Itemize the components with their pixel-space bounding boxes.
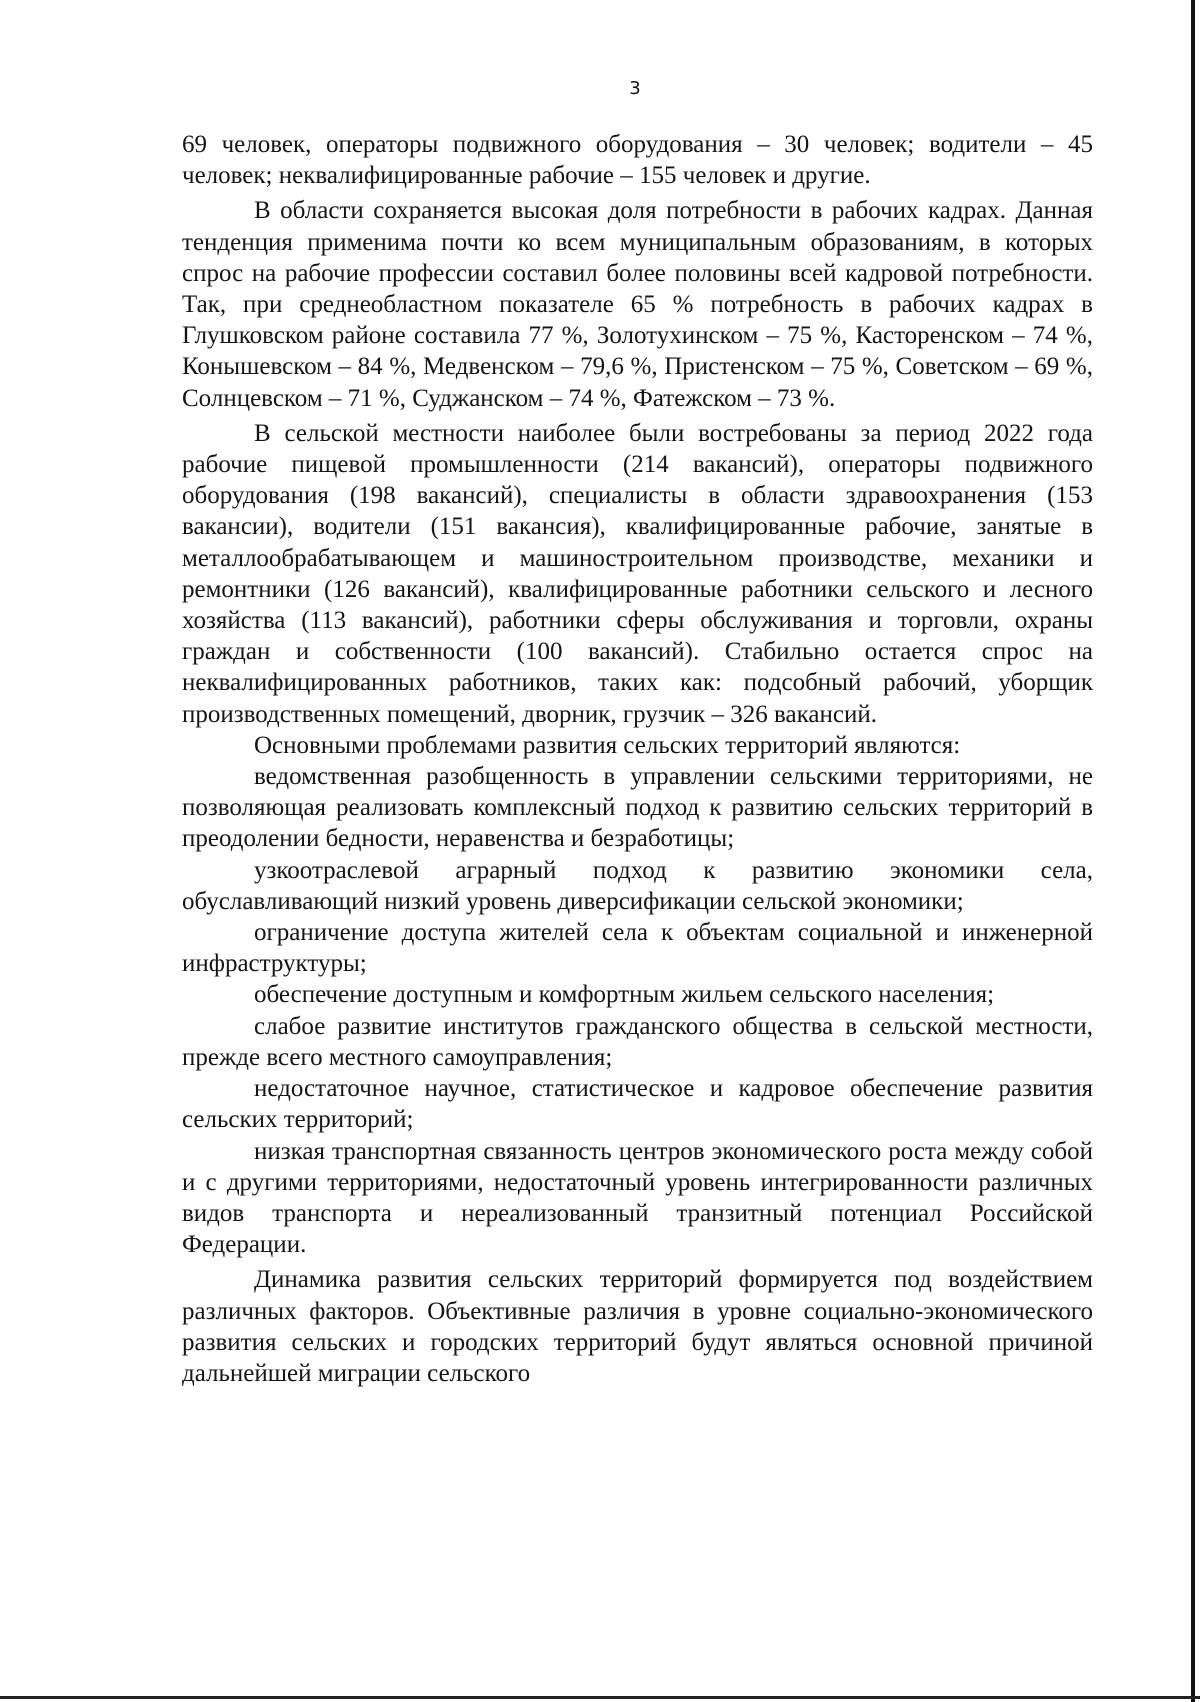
scan-edge-right (1191, 0, 1195, 1702)
list-item-problem: обеспечение доступным и комфортным жильем сельского населения; (254, 981, 995, 1009)
list-item-problem: ведомственная разобщенность в управлении сельскими территориями, не позволяющая реализовать комплексный подход к развитию сельских территорий в преодолении бедности, неравенства и безработицы; (182, 763, 1093, 853)
paragraph-rural-vacancies: В сельской местности наиболее были востребованы за период 2022 года рабочие пищевой промышленности (214 вакансий), операторы подвижного оборудования (198 вакансий), специалисты в области здравоохранения (153 вакансии), водители (151 вакансия), квалифицированные рабочие, занятые в металлообрабатывающем и машиностроительном производстве, механики и ремонтники (126 вакансий), квалифицированные работники сельского и лесного хозяйства (113 вакансий), работники сферы обслуживания и торговли, охраны граждан и собственности (100 вакансий). Стабильно остается спрос на неквалифицированных работников, таких как: подсобный рабочий, уборщик производственных помещений, дворник, грузчик – 326 вакансий. (182, 419, 1093, 728)
list-item-problem: недостаточное научное, статистическое и кадровое обеспечение развития сельских территорий; (182, 1075, 1093, 1134)
list-item-problem: узкоотраслевой аграрный подход к развитию экономики села, обуславливающий низкий уровень диверсификации сельской экономики; (182, 856, 1093, 915)
scan-edge-bottom (0, 1696, 1200, 1699)
page-number: 3 (629, 78, 641, 99)
body-text (182, 129, 1093, 1389)
list-item-problem: ограничение доступа жителей села к объектам социальной и инженерной инфраструктуры; (182, 919, 1093, 978)
paragraph-problems-intro: Основными проблемами развития сельских территорий являются: (254, 731, 961, 759)
list-item-problem: низкая транспортная связанность центров экономического роста между собой и с другими территориями, недостаточный уровень интегрированности различных видов транспорта и нереализованный транзитный потенциал Российской Федерации. (182, 1137, 1093, 1259)
paragraph-worker-demand: В области сохраняется высокая доля потребности в рабочих кадрах. Данная тенденция применима почти ко всем муниципальным образованиям, в которых спрос на рабочие профессии составил более половины всей кадровой потребности. Так, при среднеобластном показателе 65 % потребность в рабочих кадрах в Глушковском районе составила 77 %, Золотухинском – 75 %, Касторенском – 74 %, Конышевском – 84 %, Медвенском – 79,6 %, Пристенском – 75 %, Советском – 69 %, Солнцевском – 71 %, Суджанском – 74 %, Фатежском – 73 %. (182, 197, 1093, 412)
paragraph-continuation: 69 человек, операторы подвижного оборудования – 30 человек; водители – 45 человек; неквалифицированные рабочие – 155 человек и другие. (182, 131, 1093, 190)
list-item-problem: слабое развитие институтов гражданского общества в сельской местности, прежде всего местного самоуправления; (182, 1012, 1093, 1071)
paragraph-dynamics: Динамика развития сельских территорий формируется под воздействием различных факторов. Объективные различия в уровне социально-экономического развития сельских и городских территорий будут являться основной причиной дальнейшей миграции сельского (182, 1266, 1093, 1387)
